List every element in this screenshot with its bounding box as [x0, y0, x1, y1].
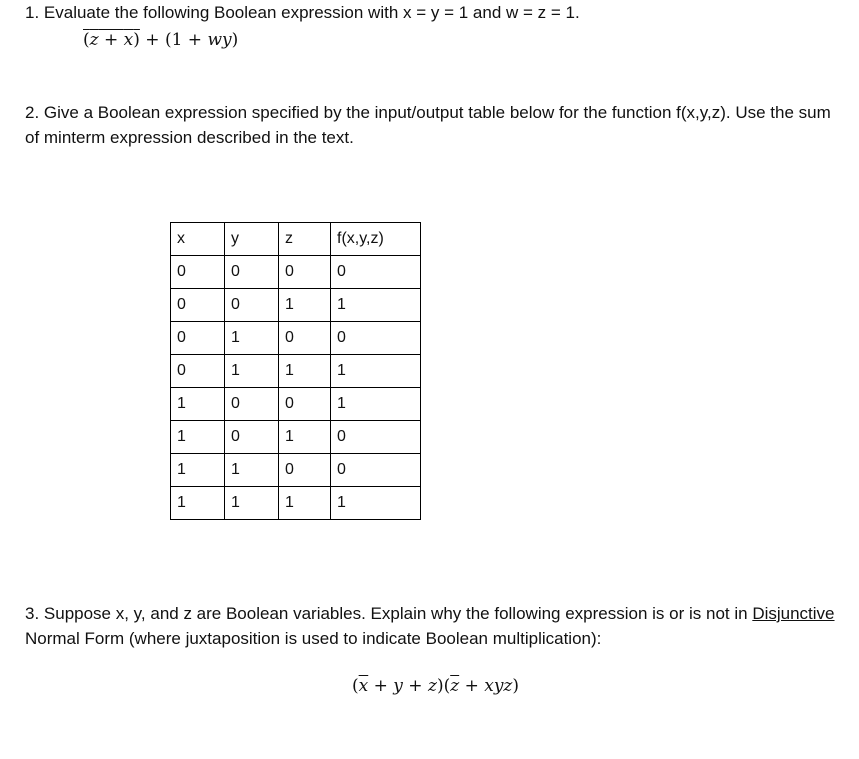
plus-one-term: + (1 +	[139, 30, 208, 50]
plus-sign: +	[98, 30, 124, 50]
cell-y: 1	[225, 454, 279, 487]
table-row	[171, 289, 421, 322]
plus-sign: +	[459, 676, 485, 696]
plus-sign: +	[402, 676, 428, 696]
question-3-lead: 3. Suppose x, y, and z are Boolean variables. Explain why the following expression is or is not in	[25, 604, 753, 623]
cell-f: 0	[331, 454, 421, 487]
overlined-sum	[83, 30, 140, 50]
disjunctive-underlined: Disjunctive	[752, 604, 835, 623]
var-x-complement: $\overline{x}$	[358, 676, 369, 696]
cell-x: 0	[171, 289, 225, 322]
plus-sign: +	[368, 676, 394, 696]
cell-x: 1	[171, 421, 225, 454]
cell-z: 0	[279, 388, 331, 421]
table-header-row	[171, 223, 421, 256]
truth-table	[170, 222, 421, 520]
table-row	[171, 421, 421, 454]
header-f: f(x,y,z)	[331, 223, 421, 256]
header-x: x	[171, 223, 225, 256]
cell-f: 1	[331, 289, 421, 322]
paren-open: (	[352, 676, 359, 696]
cell-z: 1	[279, 487, 331, 520]
cell-f: 1	[331, 355, 421, 388]
var-z-complement: $\overline{z}$	[450, 676, 460, 696]
cell-z: 1	[279, 289, 331, 322]
table-row	[171, 322, 421, 355]
var-xyz: xyz	[484, 676, 513, 696]
cell-f: 1	[331, 487, 421, 520]
table-row	[171, 487, 421, 520]
question-1-expression	[83, 30, 238, 50]
cell-z: 0	[279, 322, 331, 355]
paren-close: )	[133, 30, 140, 50]
var-x: x	[123, 30, 134, 50]
var-z: z	[89, 30, 99, 50]
header-y: y	[225, 223, 279, 256]
cell-y: 1	[225, 322, 279, 355]
cell-z: 0	[279, 454, 331, 487]
question-3-tail: Normal Form (where juxtaposition is used to indicate Boolean multiplication):	[25, 629, 602, 648]
paren-join: )(	[436, 676, 451, 696]
cell-z: 0	[279, 256, 331, 289]
var-wy: wy	[207, 30, 232, 50]
cell-y: 0	[225, 388, 279, 421]
cell-y: 1	[225, 355, 279, 388]
cell-z: 1	[279, 355, 331, 388]
table-row	[171, 388, 421, 421]
cell-f: 0	[331, 322, 421, 355]
cell-y: 1	[225, 487, 279, 520]
question-1-text: 1. Evaluate the following Boolean expression with x = y = 1 and w = z = 1.	[25, 3, 580, 22]
cell-x: 0	[171, 355, 225, 388]
cell-y: 0	[225, 421, 279, 454]
question-3-text	[25, 601, 840, 651]
cell-x: 1	[171, 454, 225, 487]
cell-x: 0	[171, 256, 225, 289]
cell-f: 0	[331, 421, 421, 454]
paren-end: )	[231, 30, 239, 50]
cell-x: 1	[171, 487, 225, 520]
question-3-expression	[352, 676, 519, 696]
cell-f: 0	[331, 256, 421, 289]
table-row	[171, 355, 421, 388]
cell-x: 0	[171, 322, 225, 355]
table-row	[171, 256, 421, 289]
cell-f: 1	[331, 388, 421, 421]
cell-x: 1	[171, 388, 225, 421]
var-z: z	[427, 676, 437, 696]
var-y: y	[393, 676, 403, 696]
paren-close: )	[512, 676, 520, 696]
table-row	[171, 454, 421, 487]
paren-open: (	[83, 30, 90, 50]
question-2-text: 2. Give a Boolean expression specified by the input/output table below for the function f(x,y,z). Use the sum of minterm expression described in the text.	[25, 103, 831, 147]
cell-y: 0	[225, 289, 279, 322]
header-z: z	[279, 223, 331, 256]
cell-z: 1	[279, 421, 331, 454]
cell-y: 0	[225, 256, 279, 289]
